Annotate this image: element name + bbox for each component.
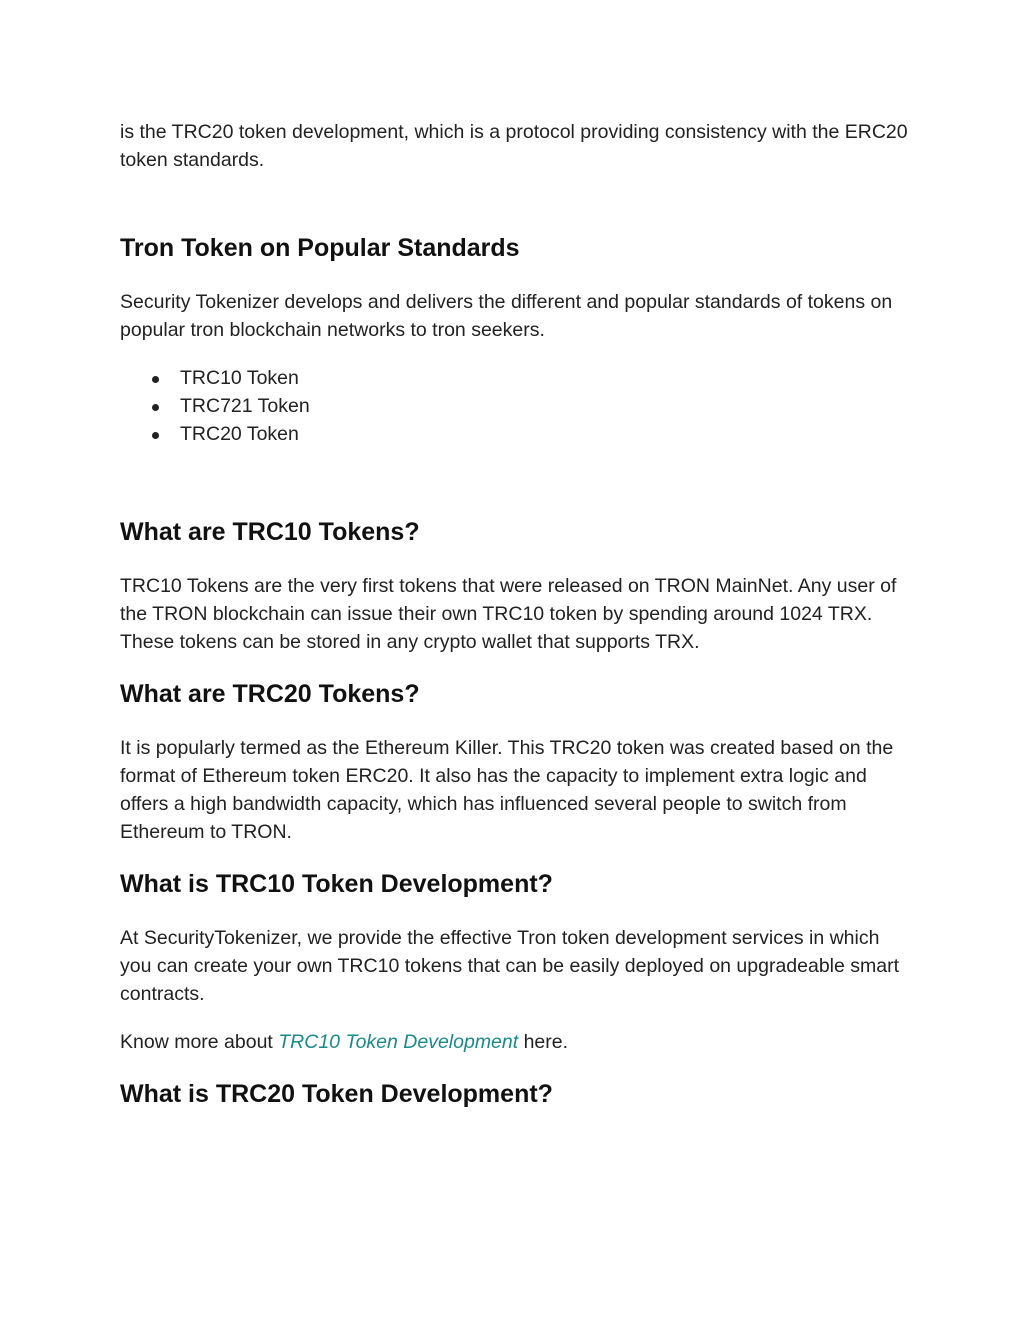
paragraph-trc20-tokens: It is popularly termed as the Ethereum Killer. This TRC20 token was created based on the format of Ethereum token ERC20. It also has the capacity to implement extra logic and offers a high bandwidth capacity, which has influenced several people to switch from Ethereum to TRON. bbox=[120, 737, 894, 843]
paragraph-popular-standards: Security Tokenizer develops and delivers the different and popular standards of tokens on popular tron blockchain networks to tron seekers. bbox=[120, 291, 893, 341]
trc10-development-link[interactable]: TRC10 Token Development bbox=[278, 1031, 519, 1053]
heading-trc10-tokens: What are TRC10 Tokens? bbox=[120, 518, 420, 546]
heading-trc20-development: What is TRC20 Token Development? bbox=[120, 1080, 553, 1108]
know-more-suffix: here. bbox=[518, 1031, 569, 1053]
know-more-prefix: Know more about bbox=[120, 1031, 279, 1053]
bullet-icon bbox=[152, 404, 159, 411]
bullet-icon bbox=[152, 432, 159, 439]
heading-trc20-tokens: What are TRC20 Tokens? bbox=[120, 680, 420, 708]
intro-paragraph: is the TRC20 token development, which is a protocol providing consistency with the ERC20 token standards. bbox=[120, 121, 908, 171]
list-item bbox=[120, 420, 910, 448]
standards-list bbox=[120, 364, 910, 448]
list-item bbox=[120, 364, 910, 392]
know-more-paragraph bbox=[120, 1028, 910, 1056]
heading-popular-standards: Tron Token on Popular Standards bbox=[120, 234, 520, 262]
list-item-label: TRC20 Token bbox=[180, 423, 299, 445]
document-page bbox=[120, 118, 910, 1110]
bullet-icon bbox=[152, 376, 159, 383]
heading-trc10-development: What is TRC10 Token Development? bbox=[120, 870, 553, 898]
paragraph-trc10-tokens: TRC10 Tokens are the very first tokens that were released on TRON MainNet. Any user of the TRON blockchain can issue their own TRC10 token by spending around 1024 TRX. These tokens can be stored in any crypto wallet that supports TRX. bbox=[120, 575, 897, 653]
list-item-label: TRC10 Token bbox=[180, 367, 299, 389]
list-item bbox=[120, 392, 910, 420]
paragraph-trc10-development: At SecurityTokenizer, we provide the effective Tron token development services in which you can create your own TRC10 tokens that can be easily deployed on upgradeable smart contracts. bbox=[120, 927, 900, 1005]
list-item-label: TRC721 Token bbox=[180, 395, 310, 417]
